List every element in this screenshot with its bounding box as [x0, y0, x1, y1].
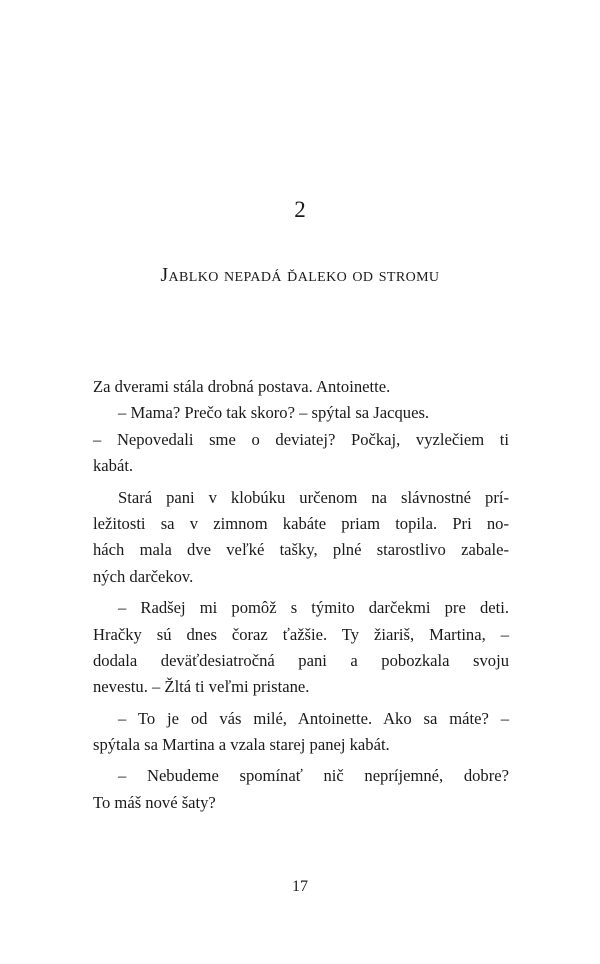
text-line: Stará pani v klobúku určenom na slávnostné prí- [118, 487, 509, 507]
text-line: Za dverami stála drobná postava. Antoinette. [93, 377, 391, 396]
page-number: 17 [292, 878, 308, 895]
text-line: Hračky sú dnes čoraz ťažšie. Ty žiariš, Martina, – [93, 624, 509, 644]
chapter-title: Jablko nepadá ďaleko od stromu [160, 265, 440, 286]
text-line: ných darčekov. [93, 566, 194, 586]
text-line: kabát. [93, 456, 134, 476]
chapter-number: 2 [294, 197, 306, 222]
text-line: – Mama? Prečo tak skoro? – spýtal sa Jacques. [118, 403, 430, 423]
text-line: spýtala sa Martina a vzala starej panej kabát. [93, 735, 390, 755]
text-line: – Nebudeme spomínať nič nepríjemné, dobre? [118, 766, 509, 786]
text-line: – To je od vás milé, Antoinette. Ako sa máte? – [118, 708, 509, 728]
text-line: – Radšej mi pomôž s týmito darčekmi pre deti. [118, 598, 509, 618]
text-line: ležitosti sa v zimnom kabáte priam topila. Pri no- [93, 513, 509, 533]
body-text [93, 374, 509, 816]
text-line: nevestu. – Žltá ti veľmi pristane. [93, 677, 310, 697]
text-line: hách mala dve veľké tašky, plné starostlivo zabale- [93, 540, 509, 560]
text-line: dodala deväťdesiatročná pani a pobozkala svoju [93, 650, 509, 670]
text-line: To máš nové šaty? [93, 792, 216, 812]
text-line: – Nepovedali sme o deviatej? Počkaj, vyzlečiem ti [93, 429, 509, 449]
